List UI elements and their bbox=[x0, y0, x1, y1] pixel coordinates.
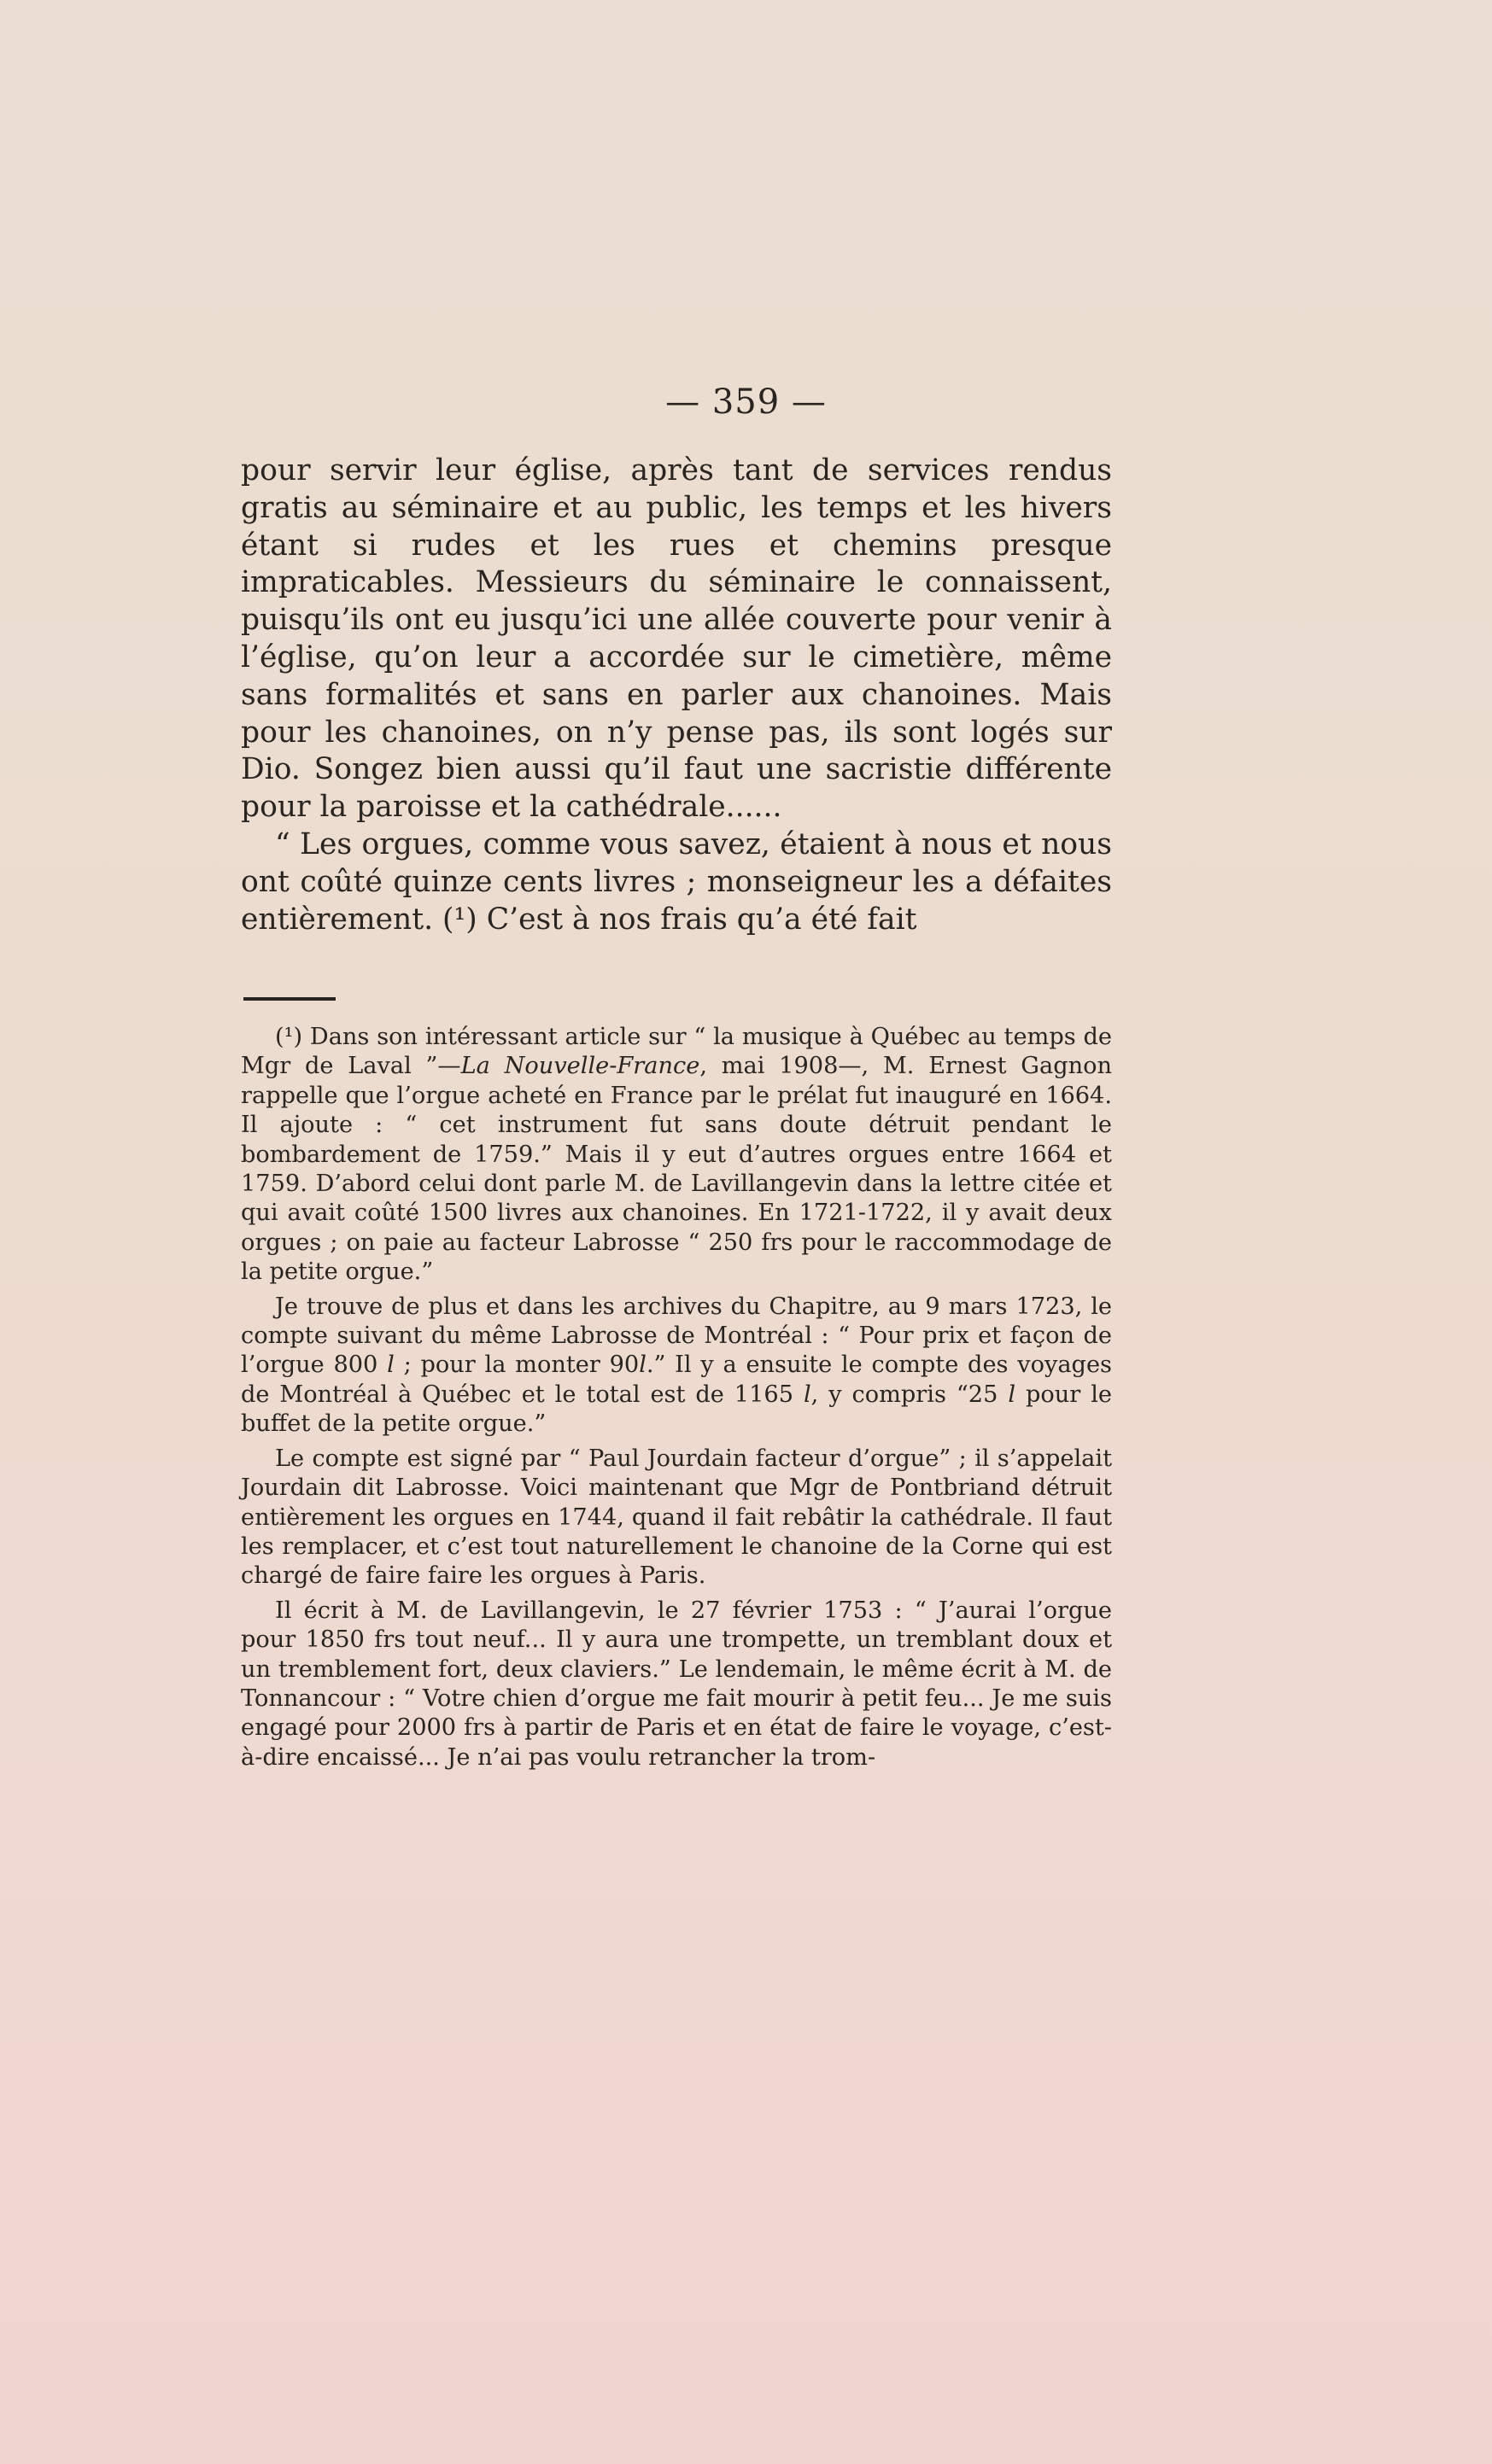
footnote-source-title: La Nouvelle-France bbox=[460, 1053, 700, 1080]
footnote-paragraph bbox=[241, 1023, 1112, 1287]
footnote-text: , y compris “25 bbox=[810, 1381, 1009, 1408]
footnote-paragraph: Il écrit à M. de Lavillangevin, le 27 février 1753 : “ J’aurai l’orgue pour 1850 frs tout neuf... Il y aura une trompette, un tremblant doux et un tremblement fort, deux claviers.” Le lendemain, le même écrit à M. de Tonnancour : “ Votre chien d’orgue me fait mourir à petit feu... Je me suis engagé pour 2000 frs à partir de Paris et en état de faire le voyage, c’est-à-dire encaissé... Je n’ai pas voulu retrancher la trom- bbox=[241, 1597, 1112, 1771]
footnotes bbox=[241, 1023, 1112, 1772]
currency-unit: l bbox=[803, 1381, 811, 1408]
footnote-divider bbox=[243, 997, 336, 1001]
footnote-text: ; pour la monter 90 bbox=[394, 1352, 640, 1379]
page-number: — 359 — bbox=[665, 382, 827, 422]
footnote-text: Je trouve de plus et dans les archives du Chapitre, au 9 mars 1723, le compte suivant du même Labrosse de Montréal : “ Pour prix et façon de l’orgue 800 bbox=[241, 1293, 1112, 1379]
footnote-text: (¹) Dans son intéressant article sur “ la musique à Québec au temps de Mgr de Laval ”— bbox=[241, 1024, 1112, 1080]
currency-unit: l bbox=[639, 1352, 647, 1379]
footnote-paragraph: Le compte est signé par “ Paul Jourdain facteur d’orgue” ; il s’appelait Jourdain dit Labrosse. Voici maintenant que Mgr de Pontbriand détruit entièrement les orgues en 1744, quand il fait rebâtir la cathédrale. Il faut les remplacer, et c’est tout naturellement le chanoine de la Corne qui est chargé de faire faire les orgues à Paris. bbox=[241, 1445, 1112, 1590]
footnote-paragraph bbox=[241, 1293, 1112, 1439]
body-paragraph: pour servir leur église, après tant de services rendus gratis au séminaire et au public, les temps et les hivers étant si rudes et les rues et chemins presque impraticables. Messieurs du séminaire le connaissent, puisqu’ils ont eu jusqu’ici une allée couverte pour venir à l’église, qu’on leur a accordée sur le cimetière, même sans formalités et sans en parler aux chanoines. Mais pour les chanoines, on n’y pense pas, ils sont logés sur Dio. Songez bien aussi qu’il faut une sacristie différente pour la paroisse et la cathédrale...... bbox=[241, 453, 1112, 825]
main-text bbox=[241, 453, 1112, 938]
body-paragraph: “ Les orgues, comme vous savez, étaient à nous et nous ont coûté quinze cents livres ; monseigneur les a défaites entièrement. (¹) C’est à nos frais qu’a été fait bbox=[241, 826, 1112, 937]
footnote-text: pour le buffet de la petite orgue.” bbox=[241, 1381, 1112, 1438]
currency-unit: l bbox=[387, 1352, 395, 1379]
footnote-text: .” Il y a ensuite le compte des voyages de Montréal à Québec et le total est de 1165 bbox=[241, 1352, 1112, 1408]
currency-unit: l bbox=[1008, 1381, 1016, 1408]
footnote-text: , mai 1908—, M. Ernest Gagnon rappelle que l’orgue acheté en France par le prélat fut inauguré en 1664. Il ajoute : “ cet instrument fut sans doute détruit pendant le bombardement de 1759.” Mais il y eut d’autres orgues entre 1664 et 1759. D’abord celui dont parle M. de Lavillangevin dans la lettre citée et qui avait coûté 1500 livres aux chanoines. En 1721-1722, il y avait deux orgues ; on paie au facteur Labrosse “ 250 frs pour le raccommodage de la petite orgue.” bbox=[241, 1053, 1112, 1286]
